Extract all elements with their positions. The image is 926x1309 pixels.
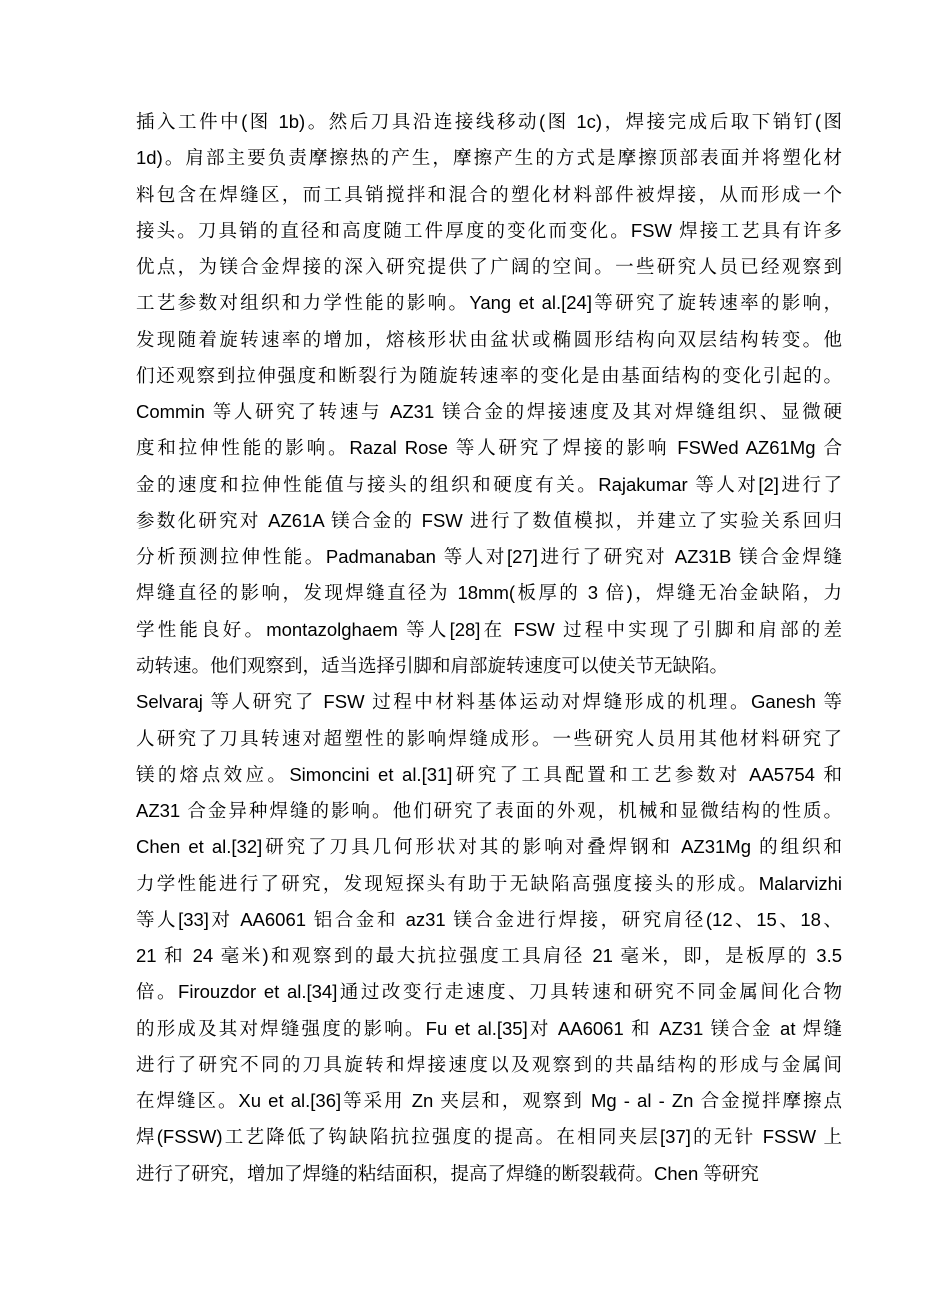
- text-line: 焊(FSSW)工艺降低了钩缺陷抗拉强度的提高。在相同夹层[37]的无针 FSSW 上: [136, 1126, 842, 1148]
- text-line: 接头。刀具销的直径和高度随工件厚度的变化而变化。FSW 焊接工艺具有许多: [136, 219, 842, 241]
- text-line: 工艺参数对组织和力学性能的影响。Yang et al.[24]等研究了旋转速率的影响，: [136, 292, 842, 314]
- text-line: 金的速度和拉伸性能值与接头的组织和硬度有关。Rajakumar 等人对[2]进行了: [136, 473, 842, 495]
- text-line: 21 和 24 毫米)和观察到的最大抗拉强度工具肩径 21 毫米，即，是板厚的 3.5: [136, 945, 842, 967]
- text-line: 倍。Firouzdor et al.[34]通过改变行走速度、刀具转速和研究不同金属间化合物: [136, 981, 842, 1003]
- text-line: AZ31 合金异种焊缝的影响。他们研究了表面的外观，机械和显微结构的性质。: [136, 800, 842, 822]
- text-line: 力学性能进行了研究，发现短探头有助于无缺陷高强度接头的形成。Malarvizhi: [136, 872, 842, 894]
- text-line: 1d)。肩部主要负责摩擦热的产生，摩擦产生的方式是摩擦顶部表面并将塑化材: [136, 147, 842, 169]
- text-line: 们还观察到拉伸强度和断裂行为随旋转速率的变化是由基面结构的变化引起的。: [136, 364, 842, 386]
- text-line: 料包含在焊缝区，而工具销搅拌和混合的塑化材料部件被焊接，从而形成一个: [136, 183, 842, 205]
- text-line: 插入工件中(图 1b)。然后刀具沿连接线移动(图 1c)，焊接完成后取下销钉(图: [136, 111, 842, 132]
- text-line: 的形成及其对焊缝强度的影响。Fu et al.[35]对 AA6061 和 AZ31 镁合金 at 焊缝: [136, 1017, 842, 1039]
- text-line: 优点，为镁合金焊接的深入研究提供了广阔的空间。一些研究人员已经观察到: [136, 256, 842, 278]
- text-line: 发现随着旋转速率的增加，熔核形状由盆状或椭圆形结构向双层结构转变。他: [136, 328, 842, 350]
- text-block: [136, 104, 842, 1192]
- text-line: 进行了研究不同的刀具旋转和焊接速度以及观察到的共晶结构的形成与金属间: [136, 1053, 842, 1075]
- text-line: Commin 等人研究了转速与 AZ31 镁合金的焊接速度及其对焊缝组织、显微硬: [136, 401, 842, 423]
- text-line: 学性能良好。montazolghaem 等人[28]在 FSW 过程中实现了引脚和肩部的差: [136, 618, 842, 640]
- text-line: 人研究了刀具转速对超塑性的影响焊缝成形。一些研究人员用其他材料研究了: [136, 727, 842, 749]
- text-line: 动转速。他们观察到，适当选择引脚和肩部旋转速度可以使关节无缺陷。: [136, 654, 729, 676]
- text-line: Chen et al.[32]研究了刀具几何形状对其的影响对叠焊钢和 AZ31Mg 的组织和: [136, 836, 842, 858]
- text-line: 分析预测拉伸性能。Padmanaban 等人对[27]进行了研究对 AZ31B 镁合金焊缝: [136, 546, 842, 568]
- text-line: 等人[33]对 AA6061 铝合金和 az31 镁合金进行焊接，研究肩径(12、15、18、: [136, 908, 842, 930]
- text-line: 在焊缝区。Xu et al.[36]等采用 Zn 夹层和，观察到 Mg - al - Zn 合金搅拌摩擦点: [136, 1090, 842, 1112]
- text-line: 进行了研究，增加了焊缝的粘结面积，提高了焊缝的断裂载荷。Chen 等研究: [136, 1162, 759, 1184]
- text-line: Selvaraj 等人研究了 FSW 过程中材料基体运动对焊缝形成的机理。Ganesh 等: [136, 691, 842, 713]
- text-line: 度和拉伸性能的影响。Razal Rose 等人研究了焊接的影响 FSWed AZ61Mg 合: [136, 437, 842, 459]
- text-line: 参数化研究对 AZ61A 镁合金的 FSW 进行了数值模拟，并建立了实验关系回归: [136, 509, 842, 531]
- text-line: 镁的熔点效应。Simoncini et al.[31]研究了工具配置和工艺参数对 AA5754 和: [136, 763, 842, 785]
- text-line: 焊缝直径的影响，发现焊缝直径为 18mm(板厚的 3 倍)，焊缝无冶金缺陷，力: [136, 582, 842, 604]
